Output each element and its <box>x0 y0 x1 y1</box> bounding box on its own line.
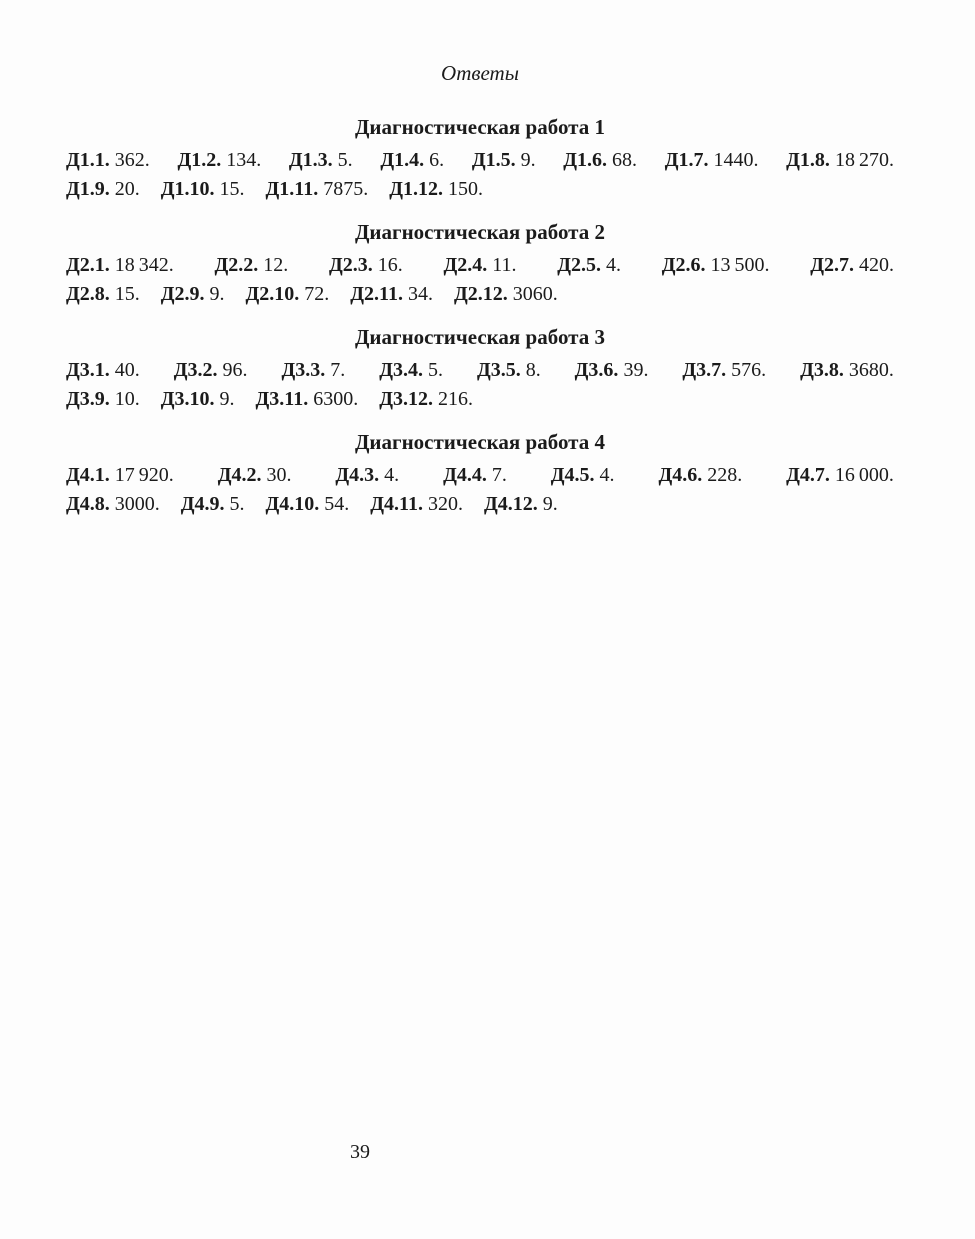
answer-entry <box>256 388 359 410</box>
answer-entry <box>454 283 558 305</box>
answer-value: 17 920. <box>109 464 174 486</box>
answer-label: Д4.9. <box>180 492 225 515</box>
answer-value: 13 500. <box>705 254 770 276</box>
answer-value: 320. <box>422 492 463 515</box>
answer-label: Д1.2. <box>177 149 222 171</box>
answer-value: 5. <box>332 149 353 171</box>
answer-entry <box>335 461 399 490</box>
answer-label: Д3.12. <box>379 387 433 410</box>
answer-label: Д3.7. <box>682 359 727 381</box>
answer-value: 30. <box>261 464 292 486</box>
answers-paragraph <box>66 146 894 203</box>
answer-entry <box>66 493 160 515</box>
answer-value: 11. <box>487 254 517 276</box>
section-heading: Диагностическая работа 3 <box>354 325 605 349</box>
answer-value: 5. <box>224 492 245 515</box>
answer-label: Д1.8. <box>786 149 830 171</box>
answer-entry <box>786 461 894 490</box>
answers-paragraph <box>66 356 894 413</box>
answer-entry <box>484 493 558 515</box>
answer-entry <box>66 146 150 175</box>
answer-label: Д2.5. <box>557 254 601 276</box>
answer-label: Д4.8. <box>66 492 110 515</box>
answer-section <box>66 324 894 413</box>
answer-entry <box>662 251 770 280</box>
answer-label: Д2.9. <box>160 282 205 305</box>
answer-entry <box>66 461 174 490</box>
answer-label: Д2.4. <box>443 254 488 276</box>
answer-entry <box>477 356 541 385</box>
answer-label: Д1.3. <box>288 149 333 171</box>
answer-value: 18 342. <box>109 254 174 276</box>
answer-value: 7. <box>325 359 346 381</box>
answer-value: 7875. <box>318 177 369 200</box>
answer-label: Д2.10. <box>245 282 300 305</box>
answer-value: 15. <box>214 177 245 200</box>
answer-label: Д1.4. <box>380 149 425 171</box>
answer-entry <box>786 146 894 175</box>
answer-entry <box>281 356 345 385</box>
answer-label: Д1.10. <box>160 177 215 200</box>
answer-value: 9. <box>537 492 558 515</box>
answer-entry <box>181 493 245 515</box>
text-block <box>66 60 894 518</box>
answer-value: 362. <box>109 149 150 171</box>
answer-value: 9. <box>515 149 536 171</box>
answer-value: 9. <box>214 387 235 410</box>
answer-label: Д2.1. <box>66 254 110 276</box>
answer-value: 39. <box>618 359 649 381</box>
answer-value: 3000. <box>109 492 160 515</box>
answers-paragraph <box>66 461 894 518</box>
answer-value: 5. <box>422 359 443 381</box>
sections-container <box>66 114 894 518</box>
answer-value: 16 000. <box>829 464 894 486</box>
answer-label: Д4.12. <box>483 492 538 515</box>
answer-entry <box>266 178 369 200</box>
answer-value: 40. <box>109 359 140 381</box>
page-number: 39 <box>350 1141 370 1163</box>
answer-label: Д3.6. <box>574 359 619 381</box>
answer-label: Д4.2. <box>217 464 262 486</box>
answer-label: Д3.8. <box>800 359 844 381</box>
answer-entry <box>161 178 245 200</box>
answer-value: 54. <box>319 492 350 515</box>
answer-label: Д2.11. <box>350 282 403 305</box>
answer-entry <box>161 283 225 305</box>
answer-entry <box>557 251 621 280</box>
answer-label: Д3.1. <box>66 359 110 381</box>
answer-entry <box>443 461 507 490</box>
answer-line <box>66 490 894 519</box>
answer-entry <box>682 356 766 385</box>
answer-line <box>66 146 894 175</box>
answer-line <box>66 175 894 204</box>
answer-label: Д1.11. <box>265 177 319 200</box>
answer-section <box>66 429 894 518</box>
answer-label: Д2.12. <box>453 282 508 305</box>
section-heading: Диагностическая работа 2 <box>354 220 605 244</box>
answer-value: 150. <box>442 177 483 200</box>
answer-value: 576. <box>726 359 767 381</box>
answer-value: 68. <box>607 149 638 171</box>
answer-value: 134. <box>221 149 262 171</box>
answer-value: 6300. <box>308 387 359 410</box>
answer-value: 216. <box>432 387 473 410</box>
answer-entry <box>66 356 140 385</box>
answer-label: Д4.1. <box>66 464 110 486</box>
answer-label: Д1.7. <box>664 149 709 171</box>
answer-label: Д3.10. <box>160 387 215 410</box>
answer-entry <box>665 146 759 175</box>
answer-entry <box>551 461 615 490</box>
answer-entry <box>810 251 894 280</box>
answer-label: Д3.9. <box>66 387 110 410</box>
answer-value: 228. <box>702 464 743 486</box>
answer-label: Д4.4. <box>443 464 487 486</box>
answer-label: Д4.11. <box>370 492 423 515</box>
answer-value: 20. <box>109 177 140 200</box>
answer-value: 8. <box>520 359 541 381</box>
answer-value: 10. <box>109 387 140 410</box>
answer-entry <box>266 493 350 515</box>
answer-entry <box>658 461 742 490</box>
answer-label: Д2.3. <box>328 254 373 276</box>
answer-label: Д4.3. <box>335 464 380 486</box>
answer-entry <box>66 178 140 200</box>
answer-line <box>66 356 894 385</box>
answer-section <box>66 114 894 203</box>
section-heading: Диагностическая работа 1 <box>354 115 605 139</box>
answer-entry <box>575 356 649 385</box>
answer-entry <box>215 251 289 280</box>
answer-value: 34. <box>402 282 433 305</box>
answer-value: 4. <box>594 464 615 486</box>
answer-label: Д4.7. <box>786 464 830 486</box>
answer-entry <box>329 251 403 280</box>
answer-label: Д1.9. <box>66 177 110 200</box>
answer-value: 4. <box>600 254 621 276</box>
answer-label: Д1.6. <box>563 149 608 171</box>
answer-label: Д4.5. <box>550 464 595 486</box>
answer-entry <box>161 388 235 410</box>
answer-label: Д3.5. <box>476 359 521 381</box>
page-title: Ответы <box>441 61 519 85</box>
answer-value: 16. <box>372 254 403 276</box>
answer-label: Д1.12. <box>389 177 443 200</box>
answer-label: Д3.3. <box>281 359 326 381</box>
answer-entry <box>350 283 433 305</box>
answer-label: Д4.6. <box>658 464 703 486</box>
answer-entry <box>379 388 473 410</box>
answer-entry <box>246 283 330 305</box>
answer-value: 4. <box>379 464 400 486</box>
answer-line <box>66 461 894 490</box>
answer-entry <box>800 356 894 385</box>
answer-label: Д3.4. <box>379 359 423 381</box>
answer-line <box>66 385 894 414</box>
answer-entry <box>66 283 140 305</box>
answer-entry <box>380 146 444 175</box>
answer-label: Д1.1. <box>66 149 110 171</box>
answer-label: Д2.6. <box>661 254 706 276</box>
section-heading: Диагностическая работа 4 <box>354 430 605 454</box>
answer-value: 72. <box>299 282 330 305</box>
answer-entry <box>370 493 463 515</box>
answer-value: 18 270. <box>829 149 894 171</box>
answer-label: Д2.2. <box>214 254 259 276</box>
answer-value: 6. <box>424 149 445 171</box>
answer-value: 96. <box>217 359 248 381</box>
answer-entry <box>289 146 353 175</box>
answer-line <box>66 280 894 309</box>
answer-value: 12. <box>258 254 289 276</box>
answer-value: 1440. <box>708 149 759 171</box>
answer-entry <box>218 461 292 490</box>
answer-value: 7. <box>486 464 507 486</box>
answer-label: Д2.8. <box>66 282 110 305</box>
answer-entry <box>174 356 248 385</box>
answer-entry <box>177 146 261 175</box>
answer-label: Д1.5. <box>471 149 516 171</box>
answer-value: 3680. <box>843 359 894 381</box>
answer-value: 420. <box>853 254 894 276</box>
answer-entry <box>379 356 443 385</box>
answer-entry <box>472 146 536 175</box>
answer-entry <box>389 178 483 200</box>
answer-entry <box>66 251 174 280</box>
answer-label: Д3.11. <box>255 387 309 410</box>
answer-section <box>66 219 894 308</box>
answer-entry <box>66 388 140 410</box>
answer-label: Д3.2. <box>173 359 218 381</box>
answer-value: 3060. <box>507 282 558 305</box>
answer-value: 9. <box>204 282 225 305</box>
answer-line <box>66 251 894 280</box>
answer-entry <box>563 146 637 175</box>
answers-paragraph <box>66 251 894 308</box>
answer-label: Д4.10. <box>265 492 320 515</box>
answer-label: Д2.7. <box>810 254 854 276</box>
answer-entry <box>443 251 516 280</box>
answer-value: 15. <box>109 282 140 305</box>
